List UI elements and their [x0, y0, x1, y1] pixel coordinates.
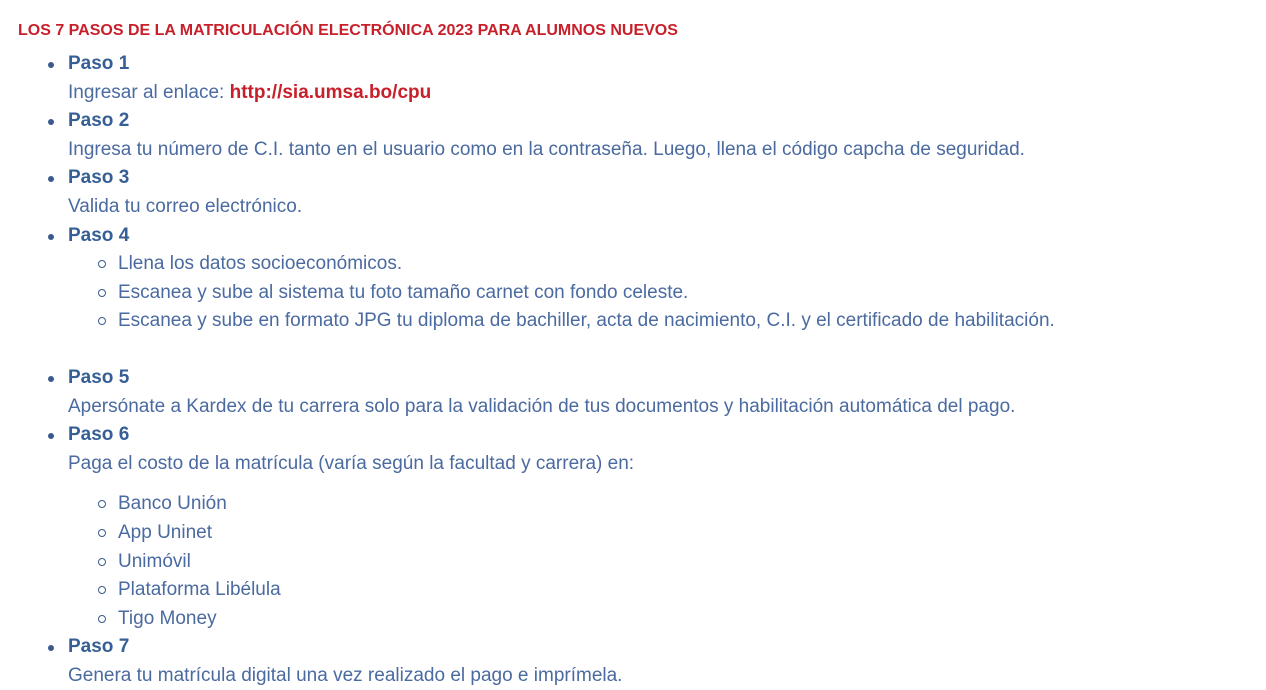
step-title: Paso 7 — [68, 636, 130, 658]
list-item: App Uninet — [68, 519, 1260, 548]
step-5 — [0, 364, 1260, 421]
step-text: Paga el costo de la matrícula (varía según la facultad y carrera) en: — [68, 452, 635, 474]
list-item: Escanea y sube al sistema tu foto tamaño carnet con fondo celeste. — [68, 279, 1260, 308]
page-title: LOS 7 PASOS DE LA MATRICULACIÓN ELECTRÓNICA 2023 PARA ALUMNOS NUEVOS — [18, 22, 678, 39]
steps-list — [0, 50, 1260, 690]
step-title: Paso 2 — [68, 110, 130, 132]
enrollment-link[interactable]: http://sia.umsa.bo/cpu — [229, 81, 432, 103]
list-item: Unimóvil — [68, 548, 1260, 577]
step-text: Valida tu correo electrónico. — [68, 195, 303, 217]
step-4-sublist — [68, 250, 1260, 336]
spacer — [68, 336, 1260, 364]
list-item: Banco Unión — [68, 490, 1260, 519]
list-item: Tigo Money — [68, 605, 1260, 634]
step-text — [68, 79, 1260, 108]
list-item: Escanea y sube en formato JPG tu diploma de bachiller, acta de nacimiento, C.I. y el certificado de habilitación. — [68, 307, 1260, 336]
step-title: Paso 5 — [68, 366, 130, 388]
step-text: Apersónate a Kardex de tu carrera solo para la validación de tus documentos y habilitación automática del pago. — [68, 395, 1016, 417]
step-7 — [0, 633, 1260, 690]
step-text-prefix: Ingresar al enlace: — [68, 81, 230, 103]
step-text: Ingresa tu número de C.I. tanto en el usuario como en la contraseña. Luego, llena el código capcha de seguridad. — [68, 138, 1025, 160]
step-title: Paso 3 — [68, 167, 130, 189]
payment-methods-list — [68, 490, 1260, 633]
spacer — [68, 478, 1260, 490]
step-title: Paso 6 — [68, 424, 130, 446]
step-4 — [0, 222, 1260, 364]
step-title: Paso 1 — [68, 53, 130, 74]
step-title: Paso 4 — [68, 224, 130, 246]
step-3 — [0, 164, 1260, 221]
step-1 — [0, 50, 1260, 107]
step-6 — [0, 421, 1260, 633]
list-item: Llena los datos socioeconómicos. — [68, 250, 1260, 279]
step-text: Genera tu matrícula digital una vez realizado el pago e imprímela. — [68, 664, 623, 686]
list-item: Plataforma Libélula — [68, 576, 1260, 605]
step-2 — [0, 107, 1260, 164]
